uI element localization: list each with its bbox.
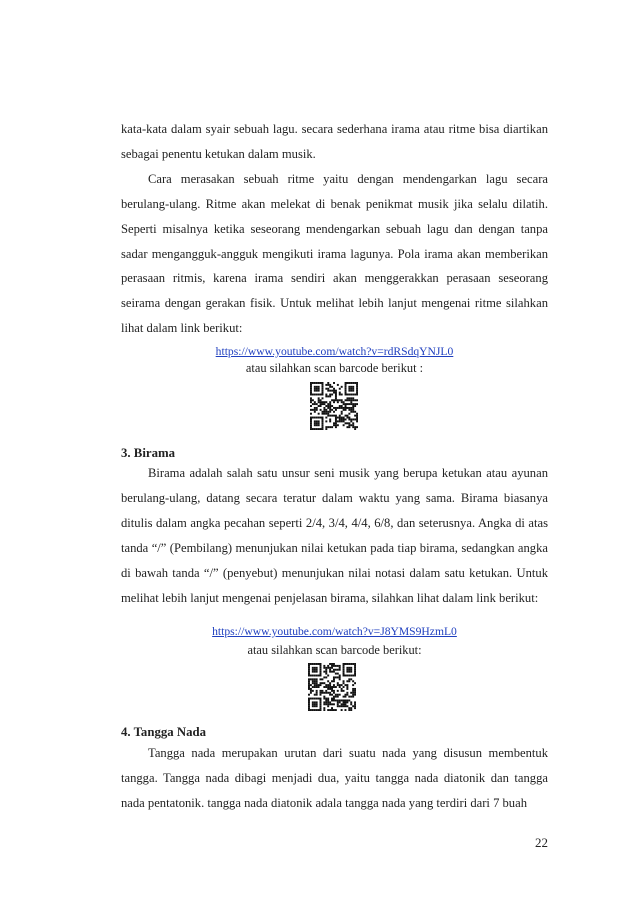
paragraph-birama: Birama adalah salah satu unsur seni musik yang berupa ketukan atau ayunan berulang-ulang, datang secara teratur dalam waktu yang sama. Birama biasanya ditulis dalam angka pecahan seperti 2/4, 3/4, 4/4, 6/8, dan seterusnya. Angka di atas tanda “/” (Pembilang) menunjukan nilai ketukan pada tiap birama, sedangkan angka di bawah tanda “/” (penyebut) menunjukan nilai notasi dalam satu ketukan. Untuk melihat lebih lanjut mengenai penjelasan birama, silahkan lihat dalam link berikut: (121, 466, 548, 605)
tangga-nada-text (121, 741, 548, 816)
birama-text (121, 461, 548, 610)
link-line-birama (121, 623, 548, 640)
scan-caption-ritme: atau silahkan scan barcode berikut : (245, 361, 424, 375)
paragraph-ritme-continuation: kata-kata dalam syair sebuah lagu. secara sederhana irama atau ritme bisa diartikan sebagai penentu ketukan dalam musik. (121, 122, 548, 161)
page-number: 22 (535, 835, 548, 850)
paragraph-tangga-nada: Tangga nada merupakan urutan dari suatu nada yang disusun membentuk tangga. Tangga nada dibagi menjadi dua, yaitu tangga nada diatonik dan tangga nada pentatonik. tangga nada diatonik adala tangga nada yang terdiri dari 7 buah (121, 746, 548, 810)
ritme-video-link[interactable]: https://www.youtube.com/watch?v=rdRSdqYNJL0 (215, 345, 454, 358)
birama-video-link[interactable]: https://www.youtube.com/watch?v=J8YMS9HzmL0 (212, 625, 457, 638)
scan-caption-birama: atau silahkan scan barcode berikut: (247, 643, 422, 657)
paragraph-ritme-feel: Cara merasakan sebuah ritme yaitu dengan mendengarkan lagu secara berulang-ulang. Ritme akan melekat di benak penikmat musik jika selalu dilatih. Seperti misalnya ketika seseorang mendengarkan sebuah lagu dan dengan tanpa sadar mengangguk-angguk mengikuti irama lagunya. Pola irama akan memberikan perasaan ritmis, karena irama sendiri akan menggerakkan perasaan seseorang seirama dengan gerakan fisik. Untuk melihat lebih lanjut mengenai ritme silahkan lihat dalam link berikut: (121, 171, 548, 336)
qr-code-birama (308, 663, 356, 711)
ritme-text (121, 117, 548, 341)
link-line-ritme (121, 343, 548, 360)
qr-code-ritme (310, 382, 358, 430)
heading-tangga-nada: 4. Tangga Nada (121, 725, 206, 739)
heading-birama: 3. Birama (121, 446, 176, 460)
